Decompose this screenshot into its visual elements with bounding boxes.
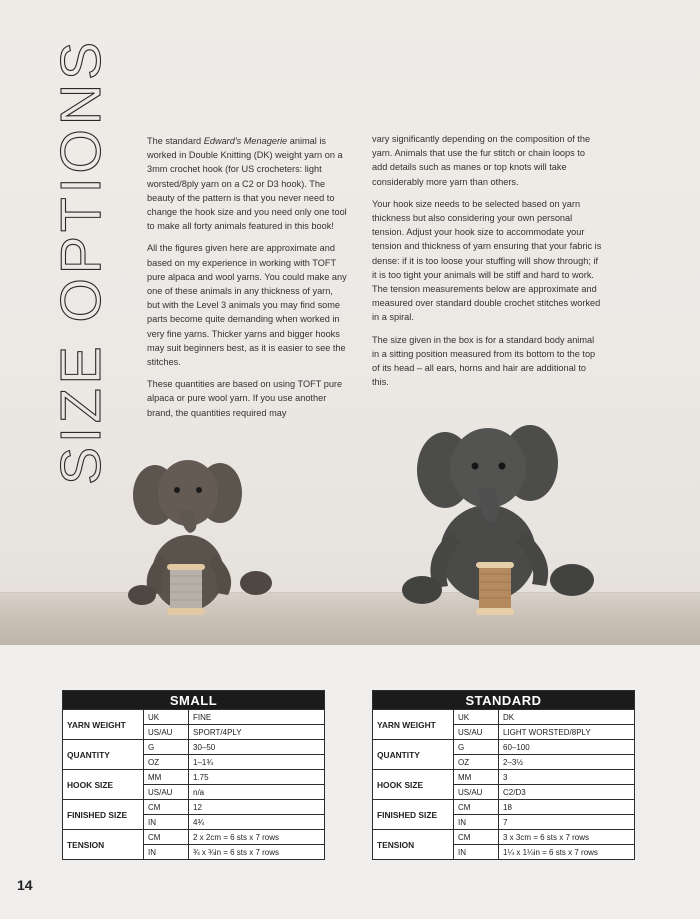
paragraph: These quantities are based on using TOFT pure alpaca or pure wool yarn. If you use another brand, the quantities required may: [147, 379, 343, 418]
table-row: FINISHED SIZE CM 12: [63, 800, 325, 815]
page-title: SIZE OPTIONS: [49, 37, 113, 485]
table-row: IN 1¼ x 1¼in = 6 sts x 7 rows: [373, 845, 635, 860]
table-row: US/AU C2/D3: [373, 785, 635, 800]
table-row: HOOK SIZE MM 3: [373, 770, 635, 785]
table-row: US/AU SPORT/4PLY: [63, 725, 325, 740]
table-row: OZ 2–3½: [373, 755, 635, 770]
table-row: QUANTITY G 60–100: [373, 740, 635, 755]
page-number: 14: [17, 877, 33, 893]
table-row: US/AU LIGHT WORSTED/8PLY: [373, 725, 635, 740]
table-row: YARN WEIGHT UK DK: [373, 710, 635, 725]
table-row: FINISHED SIZE CM 18: [373, 800, 635, 815]
table-row: OZ 1–1¾: [63, 755, 325, 770]
table-row: TENSION CM 3 x 3cm = 6 sts x 7 rows: [373, 830, 635, 845]
paragraph: Your hook size needs to be selected based on yarn thickness but also considering your own personal tension. Adjust your hook size to accommodate your tension and thickness of yarn ensuring that your fabric is dense: if it is too loose your stuffing will show through; if it is too tight your animals will be stiff and hard to work. The tension measurements below are approximate and measured over standard double crochet stitches worked in a spiral.: [372, 198, 602, 323]
paragraph: All the figures given here are approximate and based on my experience in working with TOFT pure alpaca and wool yarns. You could make any one of these animals in any thickness of yarn, but with the Level 3 animals you may find some parts become quite demanding when worked in very fine yarns. Thicker yarns and bigger hooks may suit beginners best, as it is easier to see the stitches.: [147, 243, 347, 368]
table-row: TENSION CM 2 x 2cm = 6 sts x 7 rows: [63, 830, 325, 845]
paragraph: The size given in the box is for a standard body animal in a sitting position measured from its bottom to the top of its head – all ears, horns and hair are additional to this.: [372, 334, 596, 388]
paragraph: vary significantly depending on the composition of the yarn. Animals that use the fur stitch or chain loops to add details such as manes or top knots will take considerably more yarn than others.: [372, 134, 591, 187]
table-row: QUANTITY G 30–50: [63, 740, 325, 755]
small-spool-icon: [166, 562, 206, 616]
table-row: IN 4¾: [63, 815, 325, 830]
table-row: US/AU n/a: [63, 785, 325, 800]
paragraph: The standard Edward's Menagerie animal is worked in Double Knitting (DK) weight yarn on a 3mm crochet hook (for US crocheters: light worsted/8ply yarn on a C2 or D3 hook). The beauty of the pattern is that you never need to change the hook size and you need only one tool to make all forty animals featured in this book!: [147, 136, 347, 232]
table-row: IN 7: [373, 815, 635, 830]
table-row: IN ¾ x ¾in = 6 sts x 7 rows: [63, 845, 325, 860]
text-column-1: [147, 134, 347, 428]
text-column-2: [372, 132, 602, 397]
table-title: STANDARD: [373, 691, 635, 710]
standard-spool-icon: [475, 560, 515, 616]
standard-size-table: [372, 690, 635, 860]
table-title: SMALL: [63, 691, 325, 710]
table-row: HOOK SIZE MM 1.75: [63, 770, 325, 785]
small-size-table: [62, 690, 325, 860]
table-row: YARN WEIGHT UK FINE: [63, 710, 325, 725]
